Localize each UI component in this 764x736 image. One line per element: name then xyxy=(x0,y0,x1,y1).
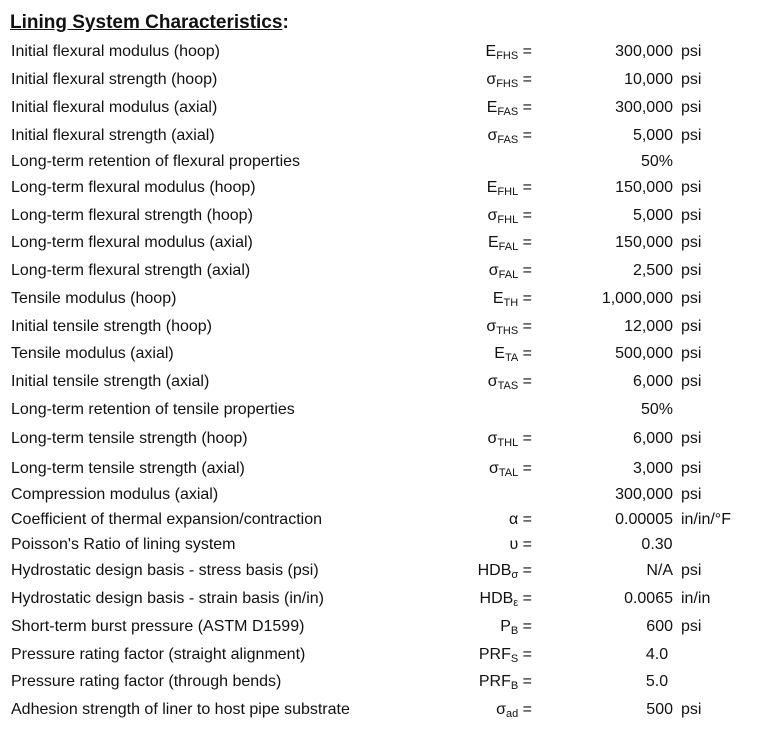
symbol-base: E xyxy=(486,99,498,116)
property-symbol xyxy=(496,698,532,722)
equals-sign: = xyxy=(518,99,532,116)
property-value: 300,000 xyxy=(615,486,673,503)
property-label: Compression modulus (axial) xyxy=(11,486,219,503)
symbol-base: σ xyxy=(487,127,498,144)
property-label: Initial flexural strength (axial) xyxy=(11,127,215,144)
property-value: 4.0 xyxy=(645,646,669,663)
symbol-base: σ xyxy=(486,318,497,335)
equals-sign: = xyxy=(518,71,532,88)
symbol-base: σ xyxy=(487,207,498,224)
property-symbol xyxy=(488,204,532,228)
property-unit: psi xyxy=(681,179,702,196)
equals-sign: = xyxy=(518,290,532,307)
table-row xyxy=(0,370,764,394)
property-label: Initial flexural modulus (axial) xyxy=(11,99,218,116)
table-row xyxy=(0,231,764,255)
table-row xyxy=(0,559,764,583)
property-label: Initial tensile strength (axial) xyxy=(11,373,210,390)
table-row xyxy=(0,124,764,148)
property-label: Long-term tensile strength (hoop) xyxy=(11,430,248,447)
symbol-base: E xyxy=(485,43,497,60)
symbol-subscript: FHS xyxy=(496,78,519,90)
symbol-base: σ xyxy=(488,460,499,477)
table-row xyxy=(0,508,764,532)
table-row xyxy=(0,176,764,200)
symbol-base: P xyxy=(500,618,511,635)
property-unit: psi xyxy=(681,618,702,635)
equals-sign: = xyxy=(518,701,532,718)
symbol-base: σ xyxy=(496,701,506,718)
property-label: Hydrostatic design basis - stress basis (psi) xyxy=(11,562,319,579)
symbol-base: σ xyxy=(488,262,499,279)
table-row xyxy=(0,40,764,64)
property-unit: psi xyxy=(681,71,702,88)
property-label: Initial flexural strength (hoop) xyxy=(11,71,218,88)
property-unit: psi xyxy=(681,234,702,251)
equals-sign: = xyxy=(518,590,532,607)
symbol-subscript: ε xyxy=(513,597,519,609)
symbol-base: α xyxy=(508,511,519,528)
property-symbol xyxy=(489,259,532,283)
property-symbol xyxy=(486,40,532,64)
property-symbol xyxy=(486,68,532,92)
property-unit: psi xyxy=(681,562,702,579)
property-unit: psi xyxy=(681,262,702,279)
property-unit: in/in/°F xyxy=(681,511,731,528)
property-symbol xyxy=(488,231,532,255)
symbol-subscript: B xyxy=(510,625,519,637)
symbol-subscript: FHS xyxy=(496,50,519,62)
equals-sign: = xyxy=(518,262,532,279)
equals-sign: = xyxy=(518,646,532,663)
property-symbol xyxy=(480,587,532,611)
property-value: 0.0065 xyxy=(624,590,673,607)
property-label: Short-term burst pressure (ASTM D1599) xyxy=(11,618,305,635)
property-unit: psi xyxy=(681,430,702,447)
property-value: 500,000 xyxy=(615,345,673,362)
section-title-text: Lining System Characteristics xyxy=(10,12,283,33)
property-label: Poisson's Ratio of lining system xyxy=(11,536,236,553)
property-value: 300,000 xyxy=(615,99,673,116)
symbol-base: E xyxy=(494,345,505,362)
symbol-base: PRF xyxy=(478,646,511,663)
property-value: 50% xyxy=(640,153,674,170)
equals-sign: = xyxy=(518,127,532,144)
symbol-subscript: ad xyxy=(505,708,519,720)
equals-sign: = xyxy=(518,618,532,635)
property-unit: psi xyxy=(681,127,702,144)
property-label: Initial tensile strength (hoop) xyxy=(11,318,212,335)
table-row xyxy=(0,315,764,339)
property-symbol xyxy=(478,559,532,583)
equals-sign: = xyxy=(518,373,532,390)
property-value: 6,000 xyxy=(632,373,673,390)
symbol-subscript: THS xyxy=(496,325,519,337)
property-label: Tensile modulus (axial) xyxy=(11,345,174,362)
property-symbol xyxy=(488,124,532,148)
symbol-subscript: FHL xyxy=(497,214,519,226)
equals-sign: = xyxy=(518,430,532,447)
property-value: 6,000 xyxy=(632,430,673,447)
equals-sign: = xyxy=(518,345,532,362)
property-label: Pressure rating factor (straight alignment) xyxy=(11,646,306,663)
property-unit: in/in xyxy=(681,590,711,607)
symbol-subscript: THL xyxy=(497,437,519,449)
property-symbol xyxy=(486,315,532,339)
property-value: 1,000,000 xyxy=(601,290,673,307)
table-row xyxy=(0,342,764,366)
property-symbol xyxy=(494,342,532,366)
property-label: Hydrostatic design basis - strain basis (in/in) xyxy=(11,590,325,607)
symbol-subscript: FHL xyxy=(497,186,519,198)
property-value: 3,000 xyxy=(632,460,673,477)
property-label: Long-term retention of flexural properties xyxy=(11,153,301,170)
table-row xyxy=(0,698,764,722)
section-title xyxy=(10,10,289,36)
property-unit: psi xyxy=(681,43,702,60)
table-row xyxy=(0,670,764,694)
property-label: Pressure rating factor (through bends) xyxy=(11,673,282,690)
property-unit: psi xyxy=(681,701,702,718)
symbol-base: PRF xyxy=(478,673,511,690)
property-label: Long-term flexural modulus (axial) xyxy=(11,234,253,251)
symbol-base: E xyxy=(486,179,498,196)
property-unit: psi xyxy=(681,345,702,362)
property-label: Long-term retention of tensile properties xyxy=(11,401,295,418)
symbol-base: E xyxy=(492,290,504,307)
symbol-base: E xyxy=(487,234,499,251)
table-row xyxy=(0,615,764,639)
property-value: 5,000 xyxy=(632,207,673,224)
property-value: 12,000 xyxy=(624,318,673,335)
property-value: 300,000 xyxy=(615,43,673,60)
symbol-subscript: TAL xyxy=(498,467,519,479)
property-symbol xyxy=(487,176,532,200)
symbol-base: HDB xyxy=(477,562,512,579)
symbol-base: σ xyxy=(487,373,498,390)
property-symbol xyxy=(509,508,532,532)
property-symbol xyxy=(493,287,532,311)
property-value: 5.0 xyxy=(645,673,669,690)
symbol-base: σ xyxy=(486,71,497,88)
property-value: 150,000 xyxy=(615,234,673,251)
equals-sign: = xyxy=(518,562,532,579)
property-value: 2,500 xyxy=(632,262,673,279)
table-row xyxy=(0,259,764,283)
property-value: N/A xyxy=(646,562,673,579)
table-row xyxy=(0,457,764,481)
table-row xyxy=(0,398,764,422)
symbol-base: υ xyxy=(509,536,519,553)
property-unit: psi xyxy=(681,207,702,224)
section-title-colon: : xyxy=(282,12,289,33)
property-symbol xyxy=(509,533,532,557)
symbol-base: σ xyxy=(487,430,498,447)
equals-sign: = xyxy=(518,179,532,196)
table-row xyxy=(0,150,764,174)
table-row xyxy=(0,643,764,667)
property-unit: psi xyxy=(681,290,702,307)
symbol-subscript: B xyxy=(510,680,519,692)
symbol-subscript: TH xyxy=(503,297,519,309)
table-row xyxy=(0,427,764,451)
equals-sign: = xyxy=(518,460,532,477)
table-row xyxy=(0,483,764,507)
property-label: Initial flexural modulus (hoop) xyxy=(11,43,220,60)
property-symbol xyxy=(500,615,532,639)
property-symbol xyxy=(488,427,532,451)
equals-sign: = xyxy=(518,43,532,60)
table-row xyxy=(0,287,764,311)
property-label: Long-term flexural modulus (hoop) xyxy=(11,179,256,196)
property-unit: psi xyxy=(681,460,702,477)
property-label: Coefficient of thermal expansion/contraction xyxy=(11,511,322,528)
property-label: Long-term tensile strength (axial) xyxy=(11,460,245,477)
symbol-subscript: FAS xyxy=(497,134,519,146)
equals-sign: = xyxy=(518,536,532,553)
symbol-subscript: σ xyxy=(511,569,519,581)
property-unit: psi xyxy=(681,99,702,116)
property-unit: psi xyxy=(681,486,702,503)
property-label: Tensile modulus (hoop) xyxy=(11,290,177,307)
property-value: 600 xyxy=(646,618,673,635)
property-value: 0.00005 xyxy=(615,511,673,528)
property-symbol xyxy=(479,643,532,667)
property-symbol xyxy=(489,457,532,481)
property-value: 10,000 xyxy=(624,71,673,88)
equals-sign: = xyxy=(518,511,532,528)
equals-sign: = xyxy=(518,207,532,224)
property-symbol xyxy=(488,370,532,394)
equals-sign: = xyxy=(518,234,532,251)
symbol-subscript: TA xyxy=(504,352,519,364)
symbol-subscript: FAL xyxy=(498,269,519,281)
property-label: Adhesion strength of liner to host pipe substrate xyxy=(11,701,350,718)
table-row xyxy=(0,533,764,557)
property-label: Long-term flexural strength (hoop) xyxy=(11,207,253,224)
property-symbol xyxy=(479,670,532,694)
symbol-subscript: S xyxy=(510,653,519,665)
table-row xyxy=(0,204,764,228)
property-value: 0.30 xyxy=(641,536,673,553)
property-value: 50% xyxy=(640,401,674,418)
equals-sign: = xyxy=(518,318,532,335)
symbol-subscript: TAS xyxy=(497,380,519,392)
property-label: Long-term flexural strength (axial) xyxy=(11,262,251,279)
property-value: 5,000 xyxy=(632,127,673,144)
table-row xyxy=(0,587,764,611)
property-unit: psi xyxy=(681,318,702,335)
symbol-subscript: FAL xyxy=(498,241,519,253)
table-row xyxy=(0,68,764,92)
symbol-base: HDB xyxy=(479,590,514,607)
equals-sign: = xyxy=(518,673,532,690)
symbol-subscript: FAS xyxy=(497,106,519,118)
property-value: 150,000 xyxy=(615,179,673,196)
table-row xyxy=(0,96,764,120)
property-symbol xyxy=(487,96,532,120)
property-value: 500 xyxy=(646,701,673,718)
property-unit: psi xyxy=(681,373,702,390)
